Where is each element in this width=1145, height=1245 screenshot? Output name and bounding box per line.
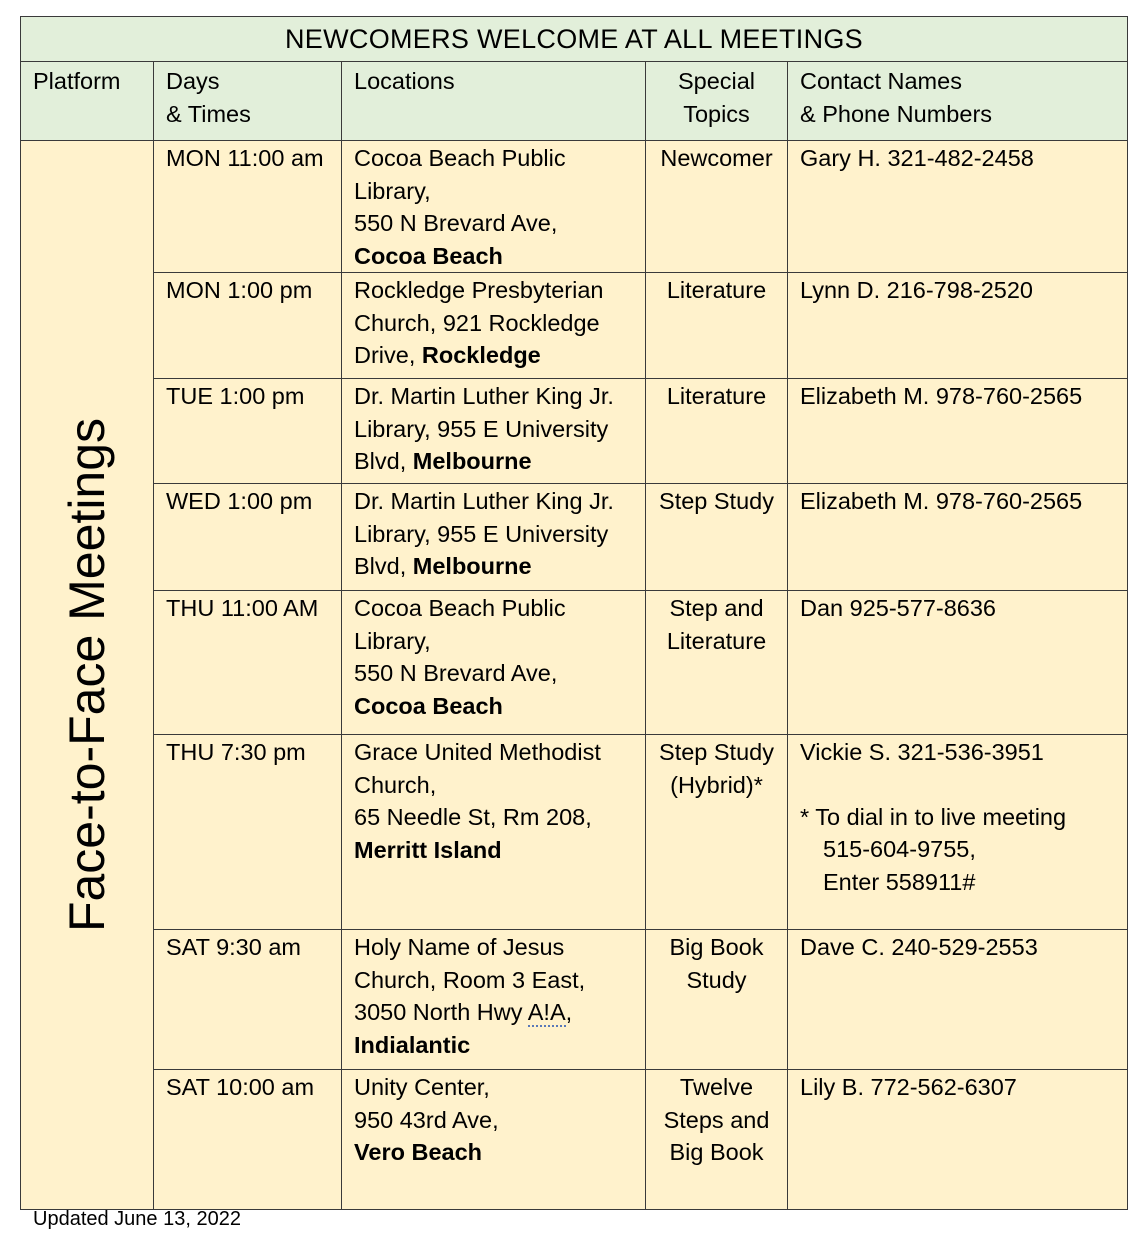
newcomers-banner: NEWCOMERS WELCOME AT ALL MEETINGS	[21, 17, 1128, 62]
location-city: Melbourne	[412, 553, 532, 579]
meeting-time: THU 7:30 pm	[154, 735, 342, 930]
meeting-time: SAT 9:30 am	[154, 930, 342, 1070]
table-row	[21, 273, 1128, 379]
dial-in-code: Enter 558911#	[823, 868, 976, 895]
header-platform: Platform	[21, 62, 154, 141]
location-city: Rockledge	[421, 342, 541, 368]
location-city: Cocoa Beach	[354, 692, 503, 719]
table-row	[21, 1070, 1128, 1210]
meeting-time: WED 1:00 pm	[154, 484, 342, 591]
header-contacts: Contact Names & Phone Numbers	[788, 62, 1128, 141]
table-row	[21, 930, 1128, 1070]
table-row	[21, 591, 1128, 735]
updated-date: Updated June 13, 2022	[33, 1208, 241, 1230]
meeting-time: MON 1:00 pm	[154, 273, 342, 379]
meeting-topic: Step Study (Hybrid)*	[646, 735, 788, 930]
meeting-contact: Lynn D. 216-798-2520	[788, 273, 1128, 379]
meeting-location: Cocoa Beach Public Library, 550 N Brevard Ave, Cocoa Beach	[342, 591, 646, 735]
meeting-contact: Elizabeth M. 978-760-2565	[788, 379, 1128, 484]
meeting-topic: Big Book Study	[646, 930, 788, 1070]
meeting-topic: Twelve Steps and Big Book	[646, 1070, 788, 1210]
platform-cell	[21, 141, 154, 1210]
table-row	[21, 735, 1128, 930]
meeting-contact: Vickie S. 321-536-3951 * To dial in to live meeting 515-604-9755, Enter 558911#	[788, 735, 1128, 930]
location-city: Vero Beach	[354, 1139, 483, 1165]
header-locations: Locations	[342, 62, 646, 141]
meeting-time: TUE 1:00 pm	[154, 379, 342, 484]
header-days-times: Days & Times	[154, 62, 342, 141]
platform-label: Face-to-Face Meetings	[59, 417, 115, 933]
dial-in-note: * To dial in to live meeting	[800, 803, 1067, 830]
meeting-location: Unity Center, 950 43rd Ave, Vero Beach	[342, 1070, 646, 1210]
location-city: Indialantic	[354, 1031, 471, 1058]
location-city: Cocoa Beach	[354, 242, 503, 269]
meeting-contact: Elizabeth M. 978-760-2565	[788, 484, 1128, 591]
meeting-location: Dr. Martin Luther King Jr. Library, 955 E University Blvd, Melbourne	[342, 484, 646, 591]
location-city: Merritt Island	[354, 836, 502, 863]
dial-in-number: 515-604-9755,	[823, 836, 976, 862]
meeting-topic: Step and Literature	[646, 591, 788, 735]
meeting-location: Rockledge Presbyterian Church, 921 Rockledge Drive, Rockledge	[342, 273, 646, 379]
meeting-location: Grace United Methodist Church, 65 Needle St, Rm 208, Merritt Island	[342, 735, 646, 930]
header-special-topics: Special Topics	[646, 62, 788, 141]
meeting-topic: Newcomer	[646, 141, 788, 273]
meeting-schedule-table	[20, 16, 1128, 1210]
table-row	[21, 141, 1128, 273]
meeting-time: MON 11:00 am	[154, 141, 342, 273]
meeting-time: SAT 10:00 am	[154, 1070, 342, 1210]
meeting-topic: Step Study	[646, 484, 788, 591]
meeting-time: THU 11:00 AM	[154, 591, 342, 735]
meeting-contact: Dave C. 240-529-2553	[788, 930, 1128, 1070]
meeting-contact: Gary H. 321-482-2458	[788, 141, 1128, 273]
header-row	[21, 62, 1128, 141]
meeting-location: Cocoa Beach Public Library, 550 N Brevard Ave, Cocoa Beach	[342, 141, 646, 273]
table-row	[21, 379, 1128, 484]
table-row	[21, 484, 1128, 591]
location-city: Melbourne	[412, 448, 532, 474]
meeting-location: Holy Name of Jesus Church, Room 3 East, 3050 North Hwy A!A, Indialantic	[342, 930, 646, 1070]
meeting-contact: Lily B. 772-562-6307	[788, 1070, 1128, 1210]
meeting-contact: Dan 925-577-8636	[788, 591, 1128, 735]
meeting-topic: Literature	[646, 273, 788, 379]
meeting-location: Dr. Martin Luther King Jr. Library, 955 E University Blvd, Melbourne	[342, 379, 646, 484]
meeting-topic: Literature	[646, 379, 788, 484]
